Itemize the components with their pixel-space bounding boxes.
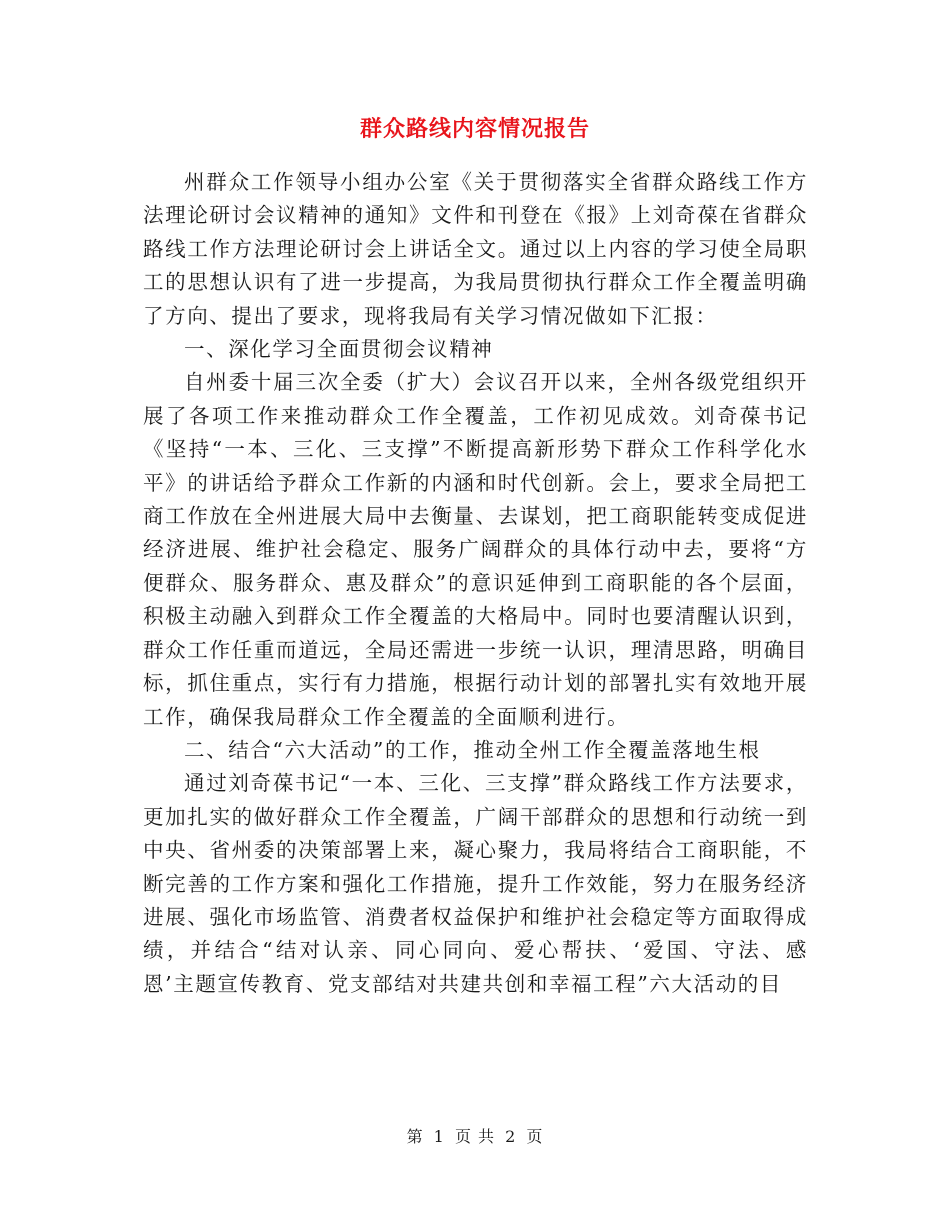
section-heading-1: 一、深化学习全面贯彻会议精神 (184, 337, 494, 362)
document-title: 群众路线内容情况报告 (359, 116, 590, 142)
page-footer (0, 1124, 950, 1147)
intro-paragraph: 州群众工作领导小组办公室《关于贯彻落实全省群众路线工作方法理论研讨会议精神的通知》文件和刊登在《报》上刘奇葆在省群众路线工作方法理论研讨会上讲话全文。通过以上内容的学习使全局职工的思想认识有了进一步提高，为我局贯彻执行群众工作全覆盖明确了方向、提出了要求，现将我局有关学习情况做如下汇报： (143, 170, 808, 328)
footer-suffix: 页 (526, 1127, 544, 1146)
section-2-paragraph: 通过刘奇葆书记“一本、三化、三支撑”群众路线工作方法要求，更加扎实的做好群众工作全覆盖，广阔干部群众的思想和行动统一到中央、省州委的决策部署上来，凝心聚力，我局将结合工商职能，不断完善的工作方案和强化工作措施，提升工作效能，努力在服务经济进展、强化市场监管、消费者权益保护和维护社会稳定等方面取得成绩，并结合“结对认亲、同心同向、爱心帮扶、‘爱国、守法、感恩’主题宣传教育、党支部结对共建共创和幸福工程”六大活动的目 (143, 771, 808, 996)
footer-page-number: 1 (433, 1127, 445, 1146)
section-heading-2: 二、结合“六大活动”的工作，推动全州工作全覆盖落地生根 (184, 737, 761, 762)
footer-prefix: 第 (406, 1127, 424, 1146)
document-body (143, 166, 808, 1001)
footer-total-pages: 2 (505, 1127, 517, 1146)
footer-middle: 页 共 (454, 1127, 496, 1146)
section-1-paragraph: 自州委十届三次全委（扩大）会议召开以来，全州各级党组织开展了各项工作来推动群众工作全覆盖，工作初见成效。刘奇葆书记《坚持“一本、三化、三支撑”不断提高新形势下群众工作科学化水平》的讲话给予群众工作新的内涵和时代创新。会上，要求全局把工商工作放在全州进展大局中去衡量、去谋划，把工商职能转变成促进经济进展、维护社会稳定、服务广阔群众的具体行动中去，要将“方便群众、服务群众、惠及群众”的意识延伸到工商职能的各个层面，积极主动融入到群众工作全覆盖的大格局中。同时也要清醒认识到，群众工作任重而道远，全局还需进一步统一认识，理清思路，明确目标，抓住重点，实行有力措施，根据行动计划的部署扎实有效地开展工作，确保我局群众工作全覆盖的全面顺利进行。 (143, 370, 808, 729)
